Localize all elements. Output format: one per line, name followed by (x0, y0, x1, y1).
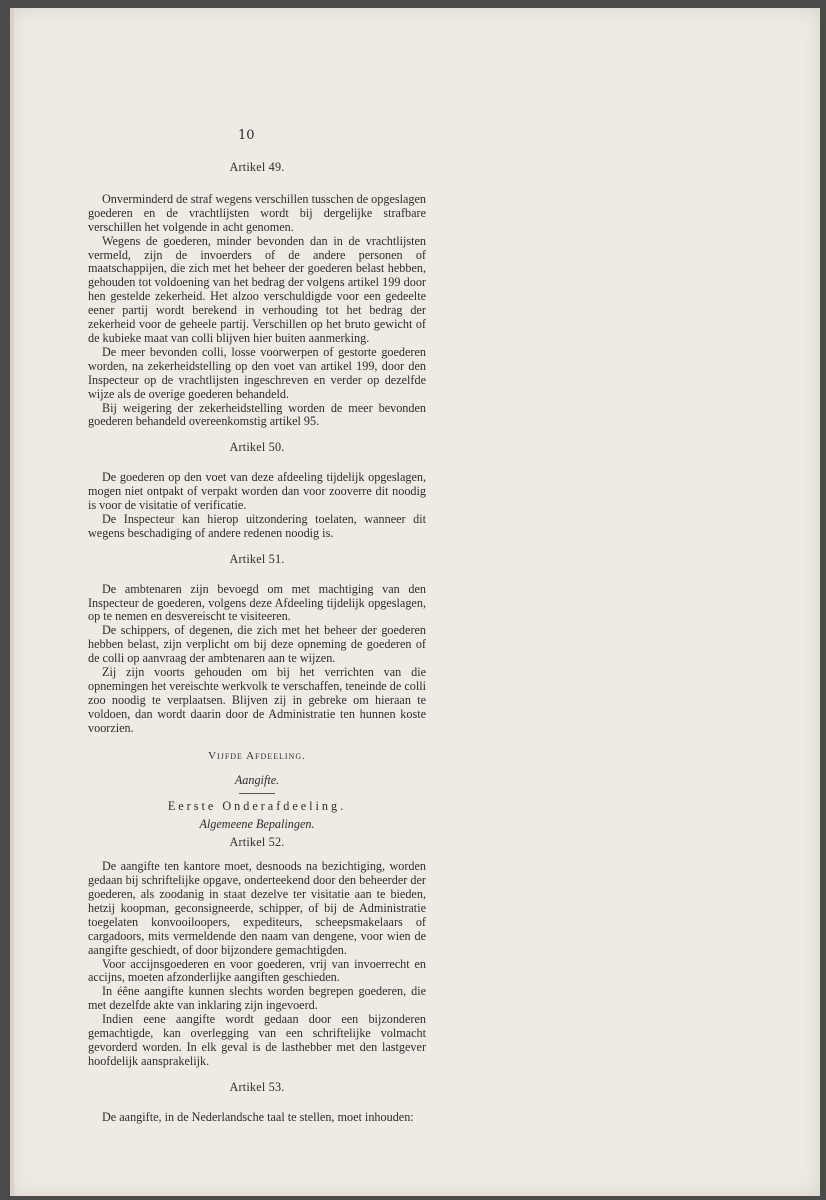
paragraph: Zij zijn voorts gehouden om bij het verrichten van die opnemingen het vereischte werkvolk te verschaffen, teneinde de colli zoo noodig te verplaatsen. Blijven zij in gebreke om hieraan te voldoen, dan wordt daarin door de Administratie ten hunnen koste voorzien. (88, 665, 426, 735)
article-50 (88, 441, 426, 540)
page-number: 10 (238, 128, 255, 143)
document-page (10, 8, 820, 1196)
article-53 (88, 1081, 426, 1125)
paragraph: In éêne aangifte kunnen slechts worden begrepen goederen, die met dezelfde akte van inklaring zijn ingevoerd. (88, 984, 426, 1013)
paragraph: Bij weigering der zekerheidstelling worden de meer bevonden goederen behandeld overeenkomstig artikel 95. (88, 400, 426, 429)
subsection-subtitle: Algemeene Bepalingen. (199, 817, 315, 832)
paragraph: De ambtenaren zijn bevoegd om met machtiging van den Inspecteur de goederen, volgens deze Afdeeling tijdelijk opgeslagen, op te nemen en desvereischt te visiteeren. (88, 581, 426, 624)
divider (239, 793, 275, 794)
article-heading: Artikel 53. (229, 1079, 285, 1094)
document-body (88, 161, 426, 1125)
subsection-title: Eerste Onderafdeeling. (167, 799, 347, 814)
paragraph: De meer bevonden colli, losse voorwerpen of gestorte goederen worden, na zekerheidstelling op den voet van artikel 199, door den Inspecteur op de vrachtlijsten ingeschreven en verder op dezelfde wijze als de overige goederen behandeld. (88, 344, 426, 401)
paragraph: Indien eene aangifte wordt gedaan door een bijzonderen gemachtigde, kan overlegging van een schriftelijke volmacht gevorderd worden. In elk geval is de lasthebber met den lastgever hoofdelijk aansprakelijk. (88, 1012, 426, 1068)
article-49 (88, 161, 426, 429)
paragraph: Onverminderd de straf wegens verschillen tusschen de opgeslagen goederen en de vrachtlijsten wordt bij dergelijke strafbare verschillen het volgende in acht genomen. (88, 191, 426, 234)
article-51 (88, 553, 426, 736)
paragraph: De Inspecteur kan hierop uitzondering toelaten, wanneer dit wegens beschadiging of andere redenen noodig is. (88, 511, 426, 540)
paragraph: De aangifte, in de Nederlandsche taal te stellen, moet inhouden: (102, 1109, 414, 1124)
section-subtitle: Aangifte. (234, 772, 280, 787)
article-heading: Artikel 52. (229, 835, 285, 850)
article-heading: Artikel 51. (229, 551, 285, 566)
paragraph: De aangifte ten kantore moet, desnoods na bezichtiging, worden gedaan bij schriftelijke opgave, onderteekend door den beheerder der goederen, als zoodanig in staat dezelve ter visitatie aan te bieden, hetzij koopman, geconsigneerde, schipper, of bij de Administratie toegelaten konvooiloopers, expediteurs, scheepsmakelaars of cargadoors, mits vermeldende den naam van dengene, voor wien de aangifte geschiedt, of door bijzondere gemachtigden. (88, 859, 426, 957)
paragraph: De schippers, of degenen, die zich met het beheer der goederen hebben belast, zijn verplicht om bij deze opneming de goederen of de colli op aanvraag der ambtenaren aan te wijzen. (88, 623, 426, 666)
article-heading: Artikel 49. (229, 160, 285, 174)
paragraph: Voor accijnsgoederen en voor goederen, vrij van invoerrecht en accijns, moeten afzonderlijke aangiften geschieden. (88, 956, 426, 985)
paragraph: Wegens de goederen, minder bevonden dan in de vrachtlijsten vermeld, zijn de invoerders of de andere personen of maatschappijen, die zich met het beheer der goederen belast hebben, gehouden tot voldoening van het bedrag der volgens artikel 199 door hen gestelde zekerheid. Het alzoo verschuldigde voor een gedeelte eener partij wordt berekend in verhouding tot het bedrag der zekerheid voor de geheele partij. Verschillen op het bruto gewicht of de kubieke maat van colli blijven hier buiten aanmerking. (88, 233, 426, 345)
article-heading: Artikel 50. (229, 440, 285, 455)
section-title: Vijfde Afdeeling. (208, 749, 306, 762)
paragraph: De goederen op den voet van deze afdeeling tijdelijk opgeslagen, mogen niet ontpakt of verpakt worden dan voor zooverre dit noodig is voor de visitatie of verificatie. (88, 470, 426, 513)
article-52 (88, 836, 426, 1069)
